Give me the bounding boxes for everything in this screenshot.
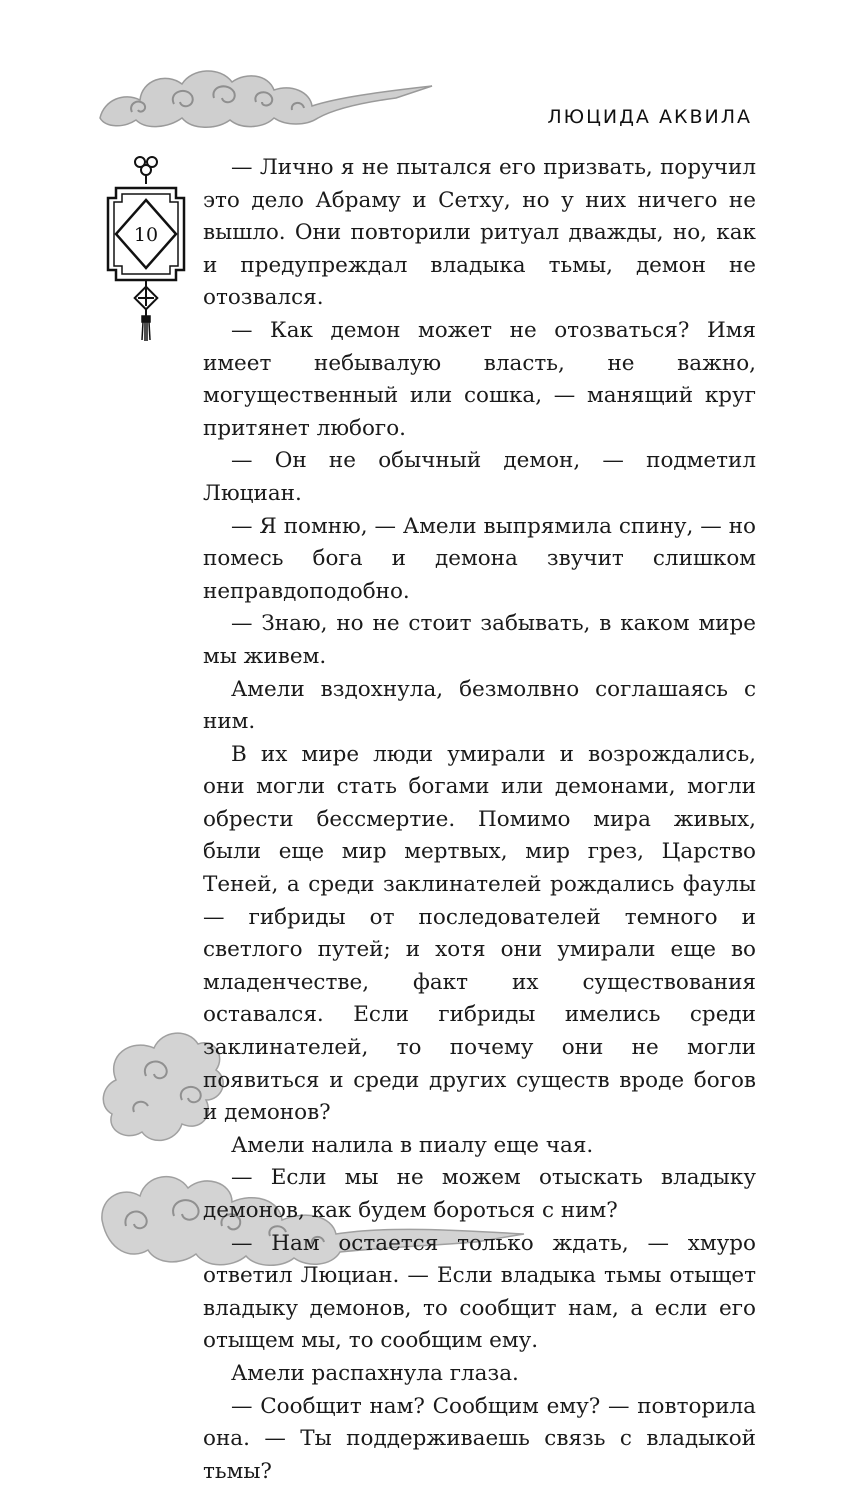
paragraph: Амели вздохнула, безмолвно соглашаясь с ним. bbox=[203, 676, 756, 735]
paragraph: — Я помню, — Амели выпрямила спину, — но помесь бога и демона звучит слишком неправдоподобно. bbox=[203, 513, 756, 604]
paragraph: — Лично я не пытался его призвать, поручил это дело Абраму и Сетху, но у них ничего не вышло. Они повторили ритуал дважды, но, как и предупреждал владыка тьмы, демон не отозвался. bbox=[203, 155, 756, 311]
paragraph: — Знаю, но не стоит забывать, в каком мире мы живем. bbox=[203, 611, 756, 669]
body-text bbox=[203, 152, 756, 1488]
paragraph: — Нам остается только ждать, — хмуро ответил Люциан. — Если владыка тьмы отыщет владыку демонов, то сообщит нам, а если его отыщем мы, то сообщим ему. bbox=[203, 1230, 756, 1354]
running-title: ЛЮЦИДА АКВИЛА bbox=[547, 106, 752, 128]
tassel-icon bbox=[142, 316, 150, 341]
page-number: 10 bbox=[133, 224, 159, 246]
knot-top-icon bbox=[135, 157, 157, 184]
paragraph: — Он не обычный демон, — подметил Люциан. bbox=[203, 448, 756, 506]
knot-bottom-icon bbox=[135, 280, 158, 316]
paragraph: — Сообщит нам? Сообщим ему? — повторила она. — Ты поддерживаешь связь с владыкой тьмы? bbox=[203, 1393, 756, 1484]
paragraph: Амели налила в пиалу еще чая. bbox=[231, 1132, 594, 1158]
paragraph: — Если мы не можем отыскать владыку демонов, как будем бороться с ним? bbox=[203, 1165, 756, 1223]
page-pendant bbox=[102, 152, 190, 342]
paragraph: Амели распахнула глаза. bbox=[231, 1360, 519, 1386]
top-cloud-ornament-icon bbox=[96, 52, 436, 132]
paragraph: В их мире люди умирали и возрождались, они могли стать богами или демонами, могли обрести бессмертие. Помимо мира живых, были еще мир мертвых, мир грез, Царство Теней, а среди заклинателей рождались фаулы — гибриды от последователей темного и светлого путей; и хотя они умирали еще во младенчестве, факт их существования оставался. Если гибриды имелись среди заклинателей, то почему они не могли появиться и среди других существ вроде богов и демонов? bbox=[203, 741, 756, 1126]
paragraph: — Как демон может не отозваться? Имя имеет небывалую власть, не важно, могущественный или сошка, — манящий круг притянет любого. bbox=[203, 317, 756, 441]
